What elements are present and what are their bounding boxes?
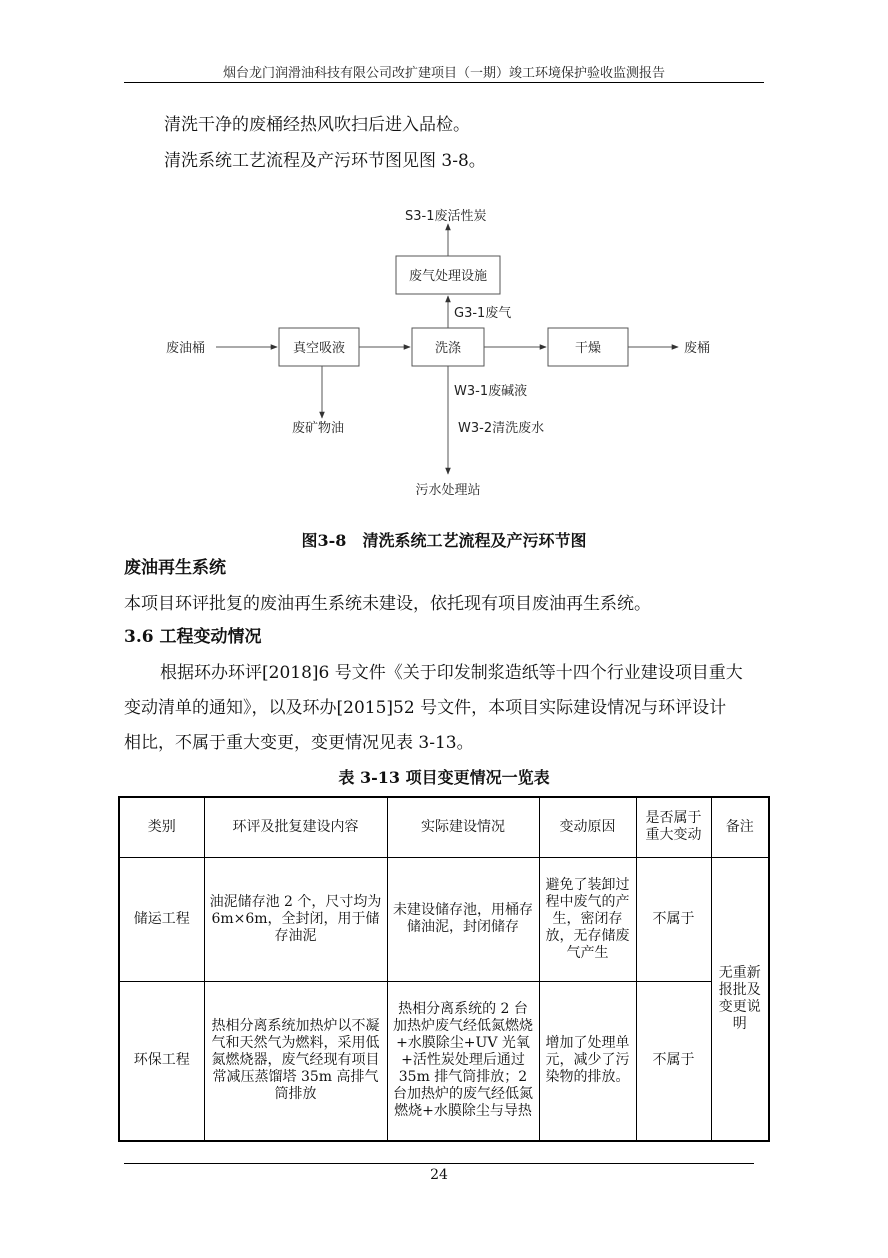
remark-cell: 无重新报批及变更说明 <box>711 857 769 1141</box>
diagram-label-water1: W3-1废碱液 <box>454 384 528 399</box>
diagram-label-input: 废油桶 <box>166 341 206 356</box>
row1-reason: 避免了装卸过程中废气的产生，密闭存放，无存储废气产生 <box>539 857 636 981</box>
intro-line-2: 清洗系统工艺流程及产污环节图见图 3-8。 <box>164 151 486 171</box>
header-eia-content: 环评及批复建设内容 <box>204 797 387 857</box>
section-36-line-1: 根据环办环评[2018]6 号文件《关于印发制浆造纸等十四个行业建设项目重大 <box>160 663 743 683</box>
header-remark: 备注 <box>711 797 769 857</box>
figure-caption: 图3-8 清洗系统工艺流程及产污环节图 <box>301 531 587 550</box>
change-table <box>118 796 770 1142</box>
header-category: 类别 <box>119 797 204 857</box>
report-header: 烟台龙门润滑油科技有限公司改扩建项目（一期）竣工环境保护验收监测报告 <box>222 66 665 81</box>
row2-eia: 热相分离系统加热炉以不凝气和天然气为燃料，采用低氮燃烧器，废气经现有项目常减压蒸馏塔 35m 高排气筒排放 <box>204 981 387 1141</box>
row2-actual: 热相分离系统的 2 台加热炉废气经低氮燃烧+水膜除尘+UV 光氧+活性炭处理后通过 35m 排气筒排放；2 台加热炉的废气经低氮燃烧+水膜除尘与导热 <box>387 981 539 1141</box>
row1-category: 储运工程 <box>119 857 204 981</box>
diagram-label-output: 废桶 <box>684 341 711 356</box>
table-row <box>119 981 769 1141</box>
diagram-label-sewage: 污水处理站 <box>415 483 481 498</box>
intro-line-1: 清洗干净的废桶经热风吹扫后进入品检。 <box>164 115 470 135</box>
header-change-reason: 变动原因 <box>539 797 636 857</box>
header-actual-construction: 实际建设情况 <box>387 797 539 857</box>
section-36-line-2: 变动清单的通知》，以及环办[2015]52 号文件，本项目实际建设情况与环评设计 <box>124 698 727 718</box>
table-row <box>119 857 769 981</box>
diagram-label-vacuum: 真空吸液 <box>292 341 346 356</box>
page-number: 24 <box>430 1167 448 1183</box>
footer-divider <box>124 1163 754 1164</box>
table-header-row <box>119 797 769 857</box>
row1-actual: 未建设储存池，用桶存储油泥，封闭储存 <box>387 857 539 981</box>
diagram-label-wash: 洗涤 <box>434 341 462 356</box>
diagram-label-water2: W3-2清洗废水 <box>458 421 545 436</box>
diagram-label-dry: 干燥 <box>574 341 602 356</box>
diagram-label-gas: G3-1废气 <box>454 306 512 321</box>
diagram-label-carbon: S3-1废活性炭 <box>405 209 487 224</box>
row1-major: 不属于 <box>636 857 711 981</box>
section-36-heading: 3.6 工程变动情况 <box>124 627 262 647</box>
row2-category: 环保工程 <box>119 981 204 1141</box>
row1-eia: 油泥储存池 2 个，尺寸均为 6m×6m，全封闭，用于储存油泥 <box>204 857 387 981</box>
diagram-label-gas-facility: 废气处理设施 <box>408 269 488 284</box>
row2-reason: 增加了处理单元，减少了污染物的排放。 <box>539 981 636 1141</box>
section-oil-heading: 废油再生系统 <box>124 558 226 578</box>
table-caption: 表 3-13 项目变更情况一览表 <box>338 768 550 787</box>
row2-major: 不属于 <box>636 981 711 1141</box>
section-36-line-3: 相比，不属于重大变更，变更情况见表 3-13。 <box>124 733 474 753</box>
section-oil-text: 本项目环评批复的废油再生系统未建设，依托现有项目废油再生系统。 <box>124 594 651 614</box>
process-flow-diagram <box>0 0 888 520</box>
header-major-change: 是否属于重大变动 <box>636 797 711 857</box>
diagram-label-waste-oil: 废矿物油 <box>292 421 345 436</box>
